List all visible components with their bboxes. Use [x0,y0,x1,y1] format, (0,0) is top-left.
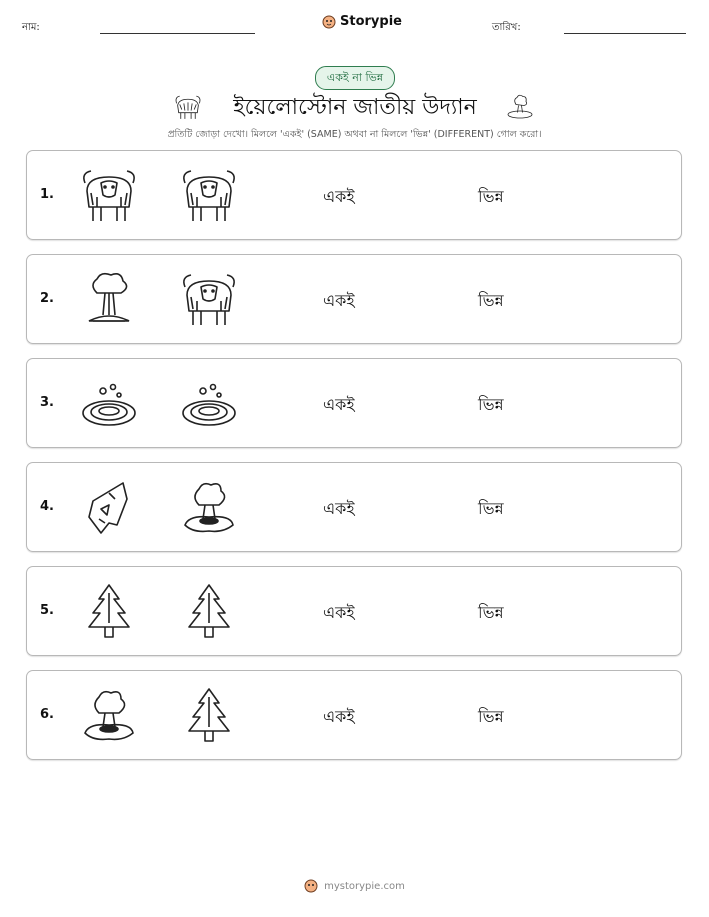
bison-icon [179,167,239,225]
brand-name: Storypie [340,14,402,29]
worksheet-type-badge: একই না ভিন্ন [315,66,395,90]
pine-tree-icon [79,583,139,641]
option-different[interactable]: ভিন্ন [478,499,504,518]
worksheet-header [0,14,709,44]
right-picture [179,167,239,225]
option-same[interactable]: একই [323,603,355,622]
left-picture [79,583,139,641]
option-same[interactable]: একই [323,187,355,206]
right-picture [179,271,239,329]
option-different[interactable]: ভিন্ন [478,603,504,622]
question-number: 3. [40,395,54,410]
hot-spring-icon [179,375,239,433]
question-number: 6. [40,707,54,722]
left-picture [79,479,139,537]
geyser-crater-icon [79,687,139,745]
question-number: 1. [40,187,54,202]
date-label: তারিখ: [492,22,521,33]
option-same[interactable]: একই [323,395,355,414]
question-number: 4. [40,499,54,514]
instructions: প্রতিটি জোড়া দেখো। মিললে 'একই' (SAME) অথবা না মিললে 'ভিন্ন' (DIFFERENT) গোল করো। [167,129,542,140]
option-same[interactable]: একই [323,499,355,518]
question-row [26,358,682,448]
left-picture [79,271,139,329]
left-picture [79,687,139,745]
geyser-crater-icon [505,92,535,122]
footer [0,879,709,893]
name-line [100,33,255,34]
option-different[interactable]: ভিন্ন [478,707,504,726]
question-row [26,462,682,552]
title-row [0,90,709,124]
page-title: ইয়েলোস্টোন জাতীয় উদ্যান [233,95,477,120]
pine-tree-icon [179,583,239,641]
option-same[interactable]: একই [323,707,355,726]
hot-spring-icon [79,375,139,433]
right-picture [179,479,239,537]
question-number: 2. [40,291,54,306]
date-line [564,33,686,34]
option-different[interactable]: ভিন্ন [478,395,504,414]
brand-logo [322,14,402,29]
question-row [26,670,682,760]
left-picture [79,167,139,225]
bison-icon [79,167,139,225]
footer-url[interactable]: mystorypie.com [324,880,405,892]
name-label: নাম: [22,22,40,33]
option-same[interactable]: একই [323,291,355,310]
geyser-icon [79,271,139,329]
left-picture [79,375,139,433]
right-picture [179,583,239,641]
question-number: 5. [40,603,54,618]
right-picture [179,687,239,745]
question-row [26,566,682,656]
storypie-mascot-icon [322,15,336,29]
bison-icon [179,271,239,329]
pine-tree-icon [179,687,239,745]
storypie-mascot-icon [304,879,318,893]
right-picture [179,375,239,433]
bison-icon [172,92,204,122]
option-different[interactable]: ভিন্ন [478,291,504,310]
arrowhead-icon [79,479,139,537]
question-row [26,150,682,240]
question-row [26,254,682,344]
geyser-crater-icon [179,479,239,537]
option-different[interactable]: ভিন্ন [478,187,504,206]
